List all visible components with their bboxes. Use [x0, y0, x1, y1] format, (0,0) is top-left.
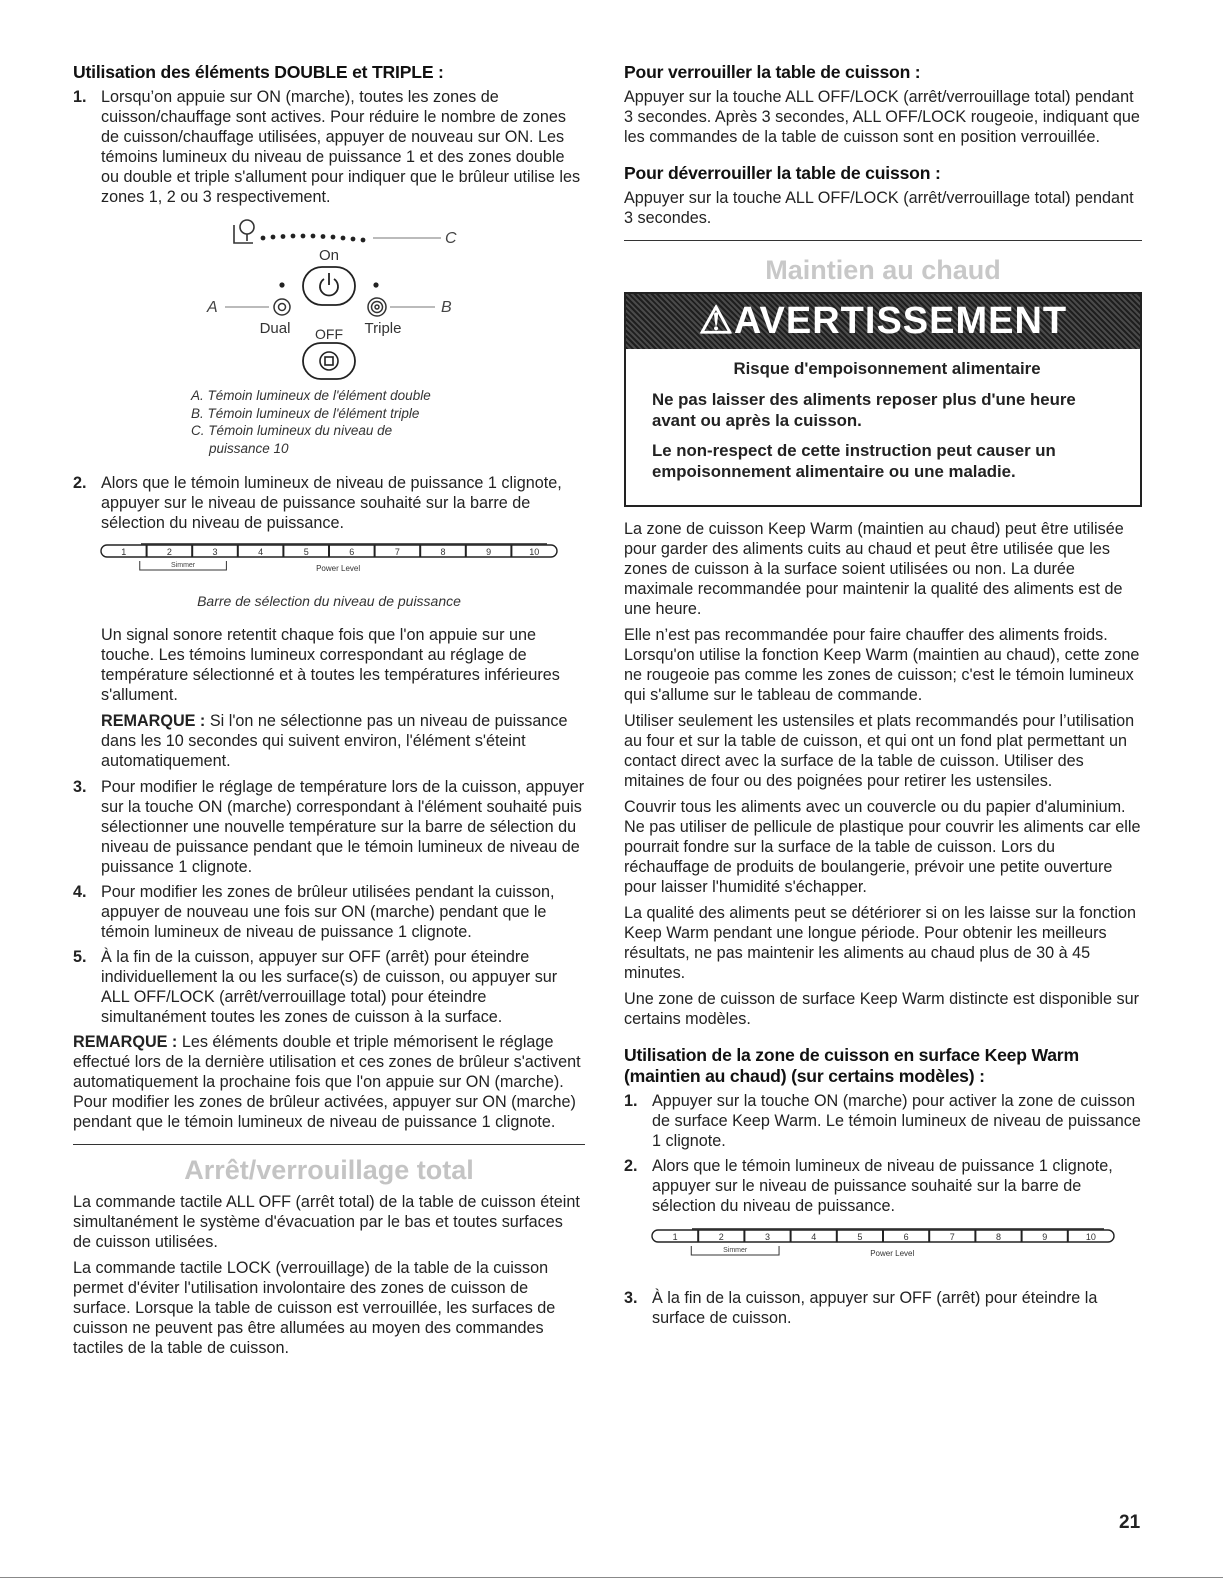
power-level-10: 10 [1085, 1232, 1096, 1242]
label-c: C [445, 230, 457, 247]
item-number: 4. [73, 882, 87, 901]
remarque-label: REMARQUE : [73, 1032, 178, 1051]
heading-keep-warm: Utilisation de la zone de cuisson en surface Keep Warm (maintien au chaud) (sur certains modèles) : [624, 1045, 1079, 1086]
section-title-arret: Arrêt/verrouillage total [184, 1154, 474, 1185]
power-level-5: 5 [303, 547, 309, 557]
bottom-rule [0, 1577, 1223, 1578]
power-level-6: 6 [349, 547, 355, 557]
heading-double-triple: Utilisation des éléments DOUBLE et TRIPLE : [73, 62, 444, 82]
warning-body [626, 349, 1140, 482]
item-number: 2. [73, 474, 87, 492]
dual-dot [279, 282, 284, 287]
power-level-7: 7 [394, 547, 400, 557]
item-text: Pour modifier les zones de brûleur utilisées pendant la cuisson, appuyer de nouveau une fois sur ON (marche) pendant que le témoin lumineux de niveau de puissance 1 clignote. [101, 882, 555, 941]
warning-line-2: Le non-respect de cette instruction peut causer un empoisonnement alimentaire ou une maladie. [652, 441, 1056, 481]
list-item [73, 882, 585, 942]
caption-c: C. Témoin lumineux du niveau de [191, 423, 393, 438]
paragraph: La qualité des aliments peut se détériorer si on les laisse sur la fonction Keep Warm pendant une longue période. Pour obtenir les meilleurs résultats, ne pas maintenir les aliments au chaud plus de 30 à 45 minutes. [624, 904, 1136, 982]
section-divider [624, 240, 1142, 241]
all-off-paragraph: La commande tactile ALL OFF (arrêt total) de la table de cuisson éteint simultanément le système d'évacuation par le bas et toutes surfaces de cuisson utilisées. [73, 1192, 580, 1251]
paragraph: Elle n’est pas recommandée pour faire chauffer des aliments froids. Lorsqu'on utilise la fonction Keep Warm (maintien au chaud), cette zone ne rougeoie pas comme les zones de cuisson; c'est le témoin lumineux qui s'allume sur le tableau de commande. [624, 626, 1140, 704]
section-title-maintien: Maintien au chaud [765, 255, 1001, 285]
power-level-1: 1 [121, 547, 127, 557]
power-level-bar [73, 539, 585, 585]
list-item [624, 1156, 1142, 1216]
power-level-label: Power Level [870, 1249, 915, 1258]
triple-label: Triple [364, 320, 402, 337]
warning-icon: ⚠ [698, 300, 734, 342]
dual-indicator-icon [274, 299, 290, 315]
remarque-2 [73, 1032, 585, 1132]
power-level-8: 8 [440, 547, 446, 557]
warning-line-1: Ne pas laisser des aliments reposer plus d'une heure avant ou après la cuisson. [652, 390, 1076, 430]
power-level-8: 8 [995, 1232, 1002, 1242]
lock-instructions: Appuyer sur la touche ALL OFF/LOCK (arrêt/verrouillage total) pendant 3 secondes. Après 3 secondes, ALL OFF/LOCK rougeoie, indiquant que les commandes de la table de cuisson sont en position verrouillée. [624, 88, 1140, 146]
triple-dot [373, 282, 378, 287]
heading-lock: Pour verrouiller la table de cuisson : [624, 62, 921, 82]
list-item [624, 1288, 1142, 1328]
power-level-6: 6 [903, 1232, 909, 1242]
lock-paragraph: La commande tactile LOCK (verrouillage) de la table de la cuisson permet d'éviter l'utilisation involontaire des zones de cuisson de surface. Lorsque la table de cuisson est verrouillée, les surfaces de cuisson ne peuvent pas être allumées au moyen des commandes tactiles de la table de cuisson. [73, 1258, 556, 1357]
item-text: Alors que le témoin lumineux de niveau de puissance 1 clignote, appuyer sur le niveau de puissance souhaité sur la barre de sélection du niveau de puissance. [101, 474, 562, 532]
signal-paragraph [73, 625, 585, 771]
power-level-10: 10 [529, 547, 540, 557]
on-label: On [318, 247, 340, 264]
item-text: Pour modifier le réglage de température lors de la cuisson, appuyer sur la touche ON (marche) correspondant à l'élément souhaité puis sélectionner une nouvelle température sur la barre de sélection du niveau de puissance pendant que le témoin lumineux de niveau de puissance 1 clignote. [101, 777, 585, 876]
unlock-instructions: Appuyer sur la touche ALL OFF/LOCK (arrêt/verrouillage total) pendant 3 secondes. [624, 189, 1134, 227]
power-level-2: 2 [166, 547, 172, 557]
item-text: Alors que le témoin lumineux de niveau de puissance 1 clignote, appuyer sur le niveau de puissance souhaité sur la barre de sélection du niveau de puissance. [652, 1157, 1113, 1215]
off-button [303, 343, 355, 379]
power-level-bar [624, 1224, 1142, 1270]
item-text: Lorsqu’on appuie sur ON (marche), toutes les zones de cuisson/chauffage sont actives. Pour réduire le nombre de zones de cuisson/chauffage utilisées, appuyer de nouveau sur ON. Les témoins lumineux du niveau de puissance 1 et des zones double ou double et triple s'allument pour indiquer que le brûleur utilise les zones 1, 2 ou 3 respectivement. [101, 88, 581, 206]
signal-text: Un signal sonore retentit chaque fois que l'on appuie sur une touche. Les témoins lumineux correspondant au réglage de température sélectionné et à toutes les températures inférieures s'allument. [101, 625, 560, 704]
off-label: OFF [315, 326, 343, 342]
list-item [73, 473, 585, 533]
remarque-text: Si l'on ne sélectionne pas un niveau de puissance dans les 10 secondes qui suivent environ, l'élément s'éteint automatiquement. [101, 711, 568, 770]
item-number: 2. [624, 1157, 638, 1175]
warning-title: AVERTISSEMENT [733, 300, 1068, 342]
paragraph: Une zone de cuisson de surface Keep Warm distincte est disponible sur certains modèles. [624, 990, 1139, 1028]
heading-unlock: Pour déverrouiller la table de cuisson : [624, 163, 941, 183]
section-divider [73, 1144, 585, 1145]
power-level-1: 1 [672, 1232, 678, 1242]
item-number: 3. [73, 777, 87, 796]
power-level-7: 7 [949, 1232, 955, 1242]
right-column [624, 62, 1142, 1333]
caption-a: A. Témoin lumineux de l'élément double [191, 388, 431, 403]
paragraph: Couvrir tous les aliments avec un couvercle ou du papier d'aluminium. Ne pas utiliser de pellicule de plastique pour couvrir les aliments car elle pourrait fondre sur la surface de la table de cuisson. Lors du réchauffage de produits de boulangerie, prévoir une petite ouverture pour laisser l'humidité s'échapper. [624, 798, 1141, 896]
item-number: 1. [73, 88, 87, 106]
list-item [73, 87, 585, 207]
triple-indicator-icon [368, 298, 386, 316]
remarque-label: REMARQUE : [101, 711, 206, 730]
item-number: 1. [624, 1092, 638, 1110]
item-text: Appuyer sur la touche ON (marche) pour activer la zone de cuisson de surface Keep Warm. Le témoin lumineux de niveau de puissance 1 clignote. [652, 1092, 1141, 1150]
left-column [73, 62, 585, 1364]
page-number: 21 [1119, 1512, 1141, 1533]
simmer-label: Simmer [723, 1247, 748, 1254]
item-number: 3. [624, 1289, 638, 1307]
item-number: 5. [73, 947, 87, 966]
paragraph: La zone de cuisson Keep Warm (maintien au chaud) peut être utilisée pour garder des aliments cuits au chaud et peut être utilisée que les zones de cuisson à la surface soient utilisées ou non. La durée maximale recommandée pour maintenir la qualité des aliments est de une heure. [624, 520, 1124, 618]
diagram-captions [73, 387, 585, 457]
power-level-4: 4 [258, 547, 264, 557]
power-level-bar-svg [624, 1224, 1142, 1270]
keep-warm-paragraphs [624, 519, 1142, 1029]
on-button [303, 267, 355, 305]
power-level-5: 5 [857, 1232, 863, 1242]
paragraph: Utiliser seulement les ustensiles et plats recommandés pour l’utilisation au four et sur la table de cuisson, et qui ont un fond plat permettant un contact direct avec la surface de la table de cuisson. Utiliser des mitaines de four ou des poignées pour retirer les ustensiles. [624, 712, 1135, 790]
power-level-icon [234, 220, 254, 243]
list-item [73, 947, 585, 1027]
warning-subtitle: Risque d'empoisonnement alimentaire [733, 359, 1041, 378]
item-text: À la fin de la cuisson, appuyer sur OFF (arrêt) pour éteindre individuellement la ou les surface(s) de cuisson, ou appuyer sur ALL OFF/LOCK (arrêt/verrouillage total) pour éteindre simultanément toutes les zones de cuisson à la surface. [101, 947, 558, 1026]
power-level-3: 3 [212, 547, 218, 557]
caption-c-cont: puissance 10 [209, 440, 289, 456]
label-a: A [207, 299, 218, 316]
item-text: À la fin de la cuisson, appuyer sur OFF (arrêt) pour éteindre la surface de cuisson. [652, 1289, 1098, 1327]
remarque-1 [101, 711, 585, 771]
list-item [624, 1091, 1142, 1151]
caption-b: B. Témoin lumineux de l'élément triple [191, 405, 420, 421]
warning-box [624, 292, 1142, 507]
control-diagram-svg [73, 217, 585, 381]
level-dots [261, 234, 366, 243]
power-bar-caption: Barre de sélection du niveau de puissance [197, 593, 461, 609]
warning-header [626, 294, 1140, 349]
control-diagram [73, 217, 585, 381]
list-item [73, 777, 585, 877]
dual-label: Dual [259, 320, 291, 337]
remarque-text: Les éléments double et triple mémorisent le réglage effectué lors de la dernière utilisation et ces zones de brûleur s'activent automatiquement la prochaine fois que l'on appuie sur ON (marche). Pour modifier les zones de brûleur activées, appuyer sur ON (marche) pendant que le témoin lumineux de niveau de puissance 1 clignote. [73, 1032, 581, 1131]
label-b: B [441, 299, 452, 316]
power-level-9: 9 [486, 547, 492, 557]
simmer-label: Simmer [171, 562, 196, 569]
power-level-4: 4 [811, 1232, 817, 1242]
power-level-bar-svg [73, 539, 585, 585]
power-level-2: 2 [718, 1232, 724, 1242]
power-level-3: 3 [764, 1232, 771, 1242]
power-level-9: 9 [1042, 1232, 1048, 1242]
power-level-label: Power Level [316, 564, 361, 573]
